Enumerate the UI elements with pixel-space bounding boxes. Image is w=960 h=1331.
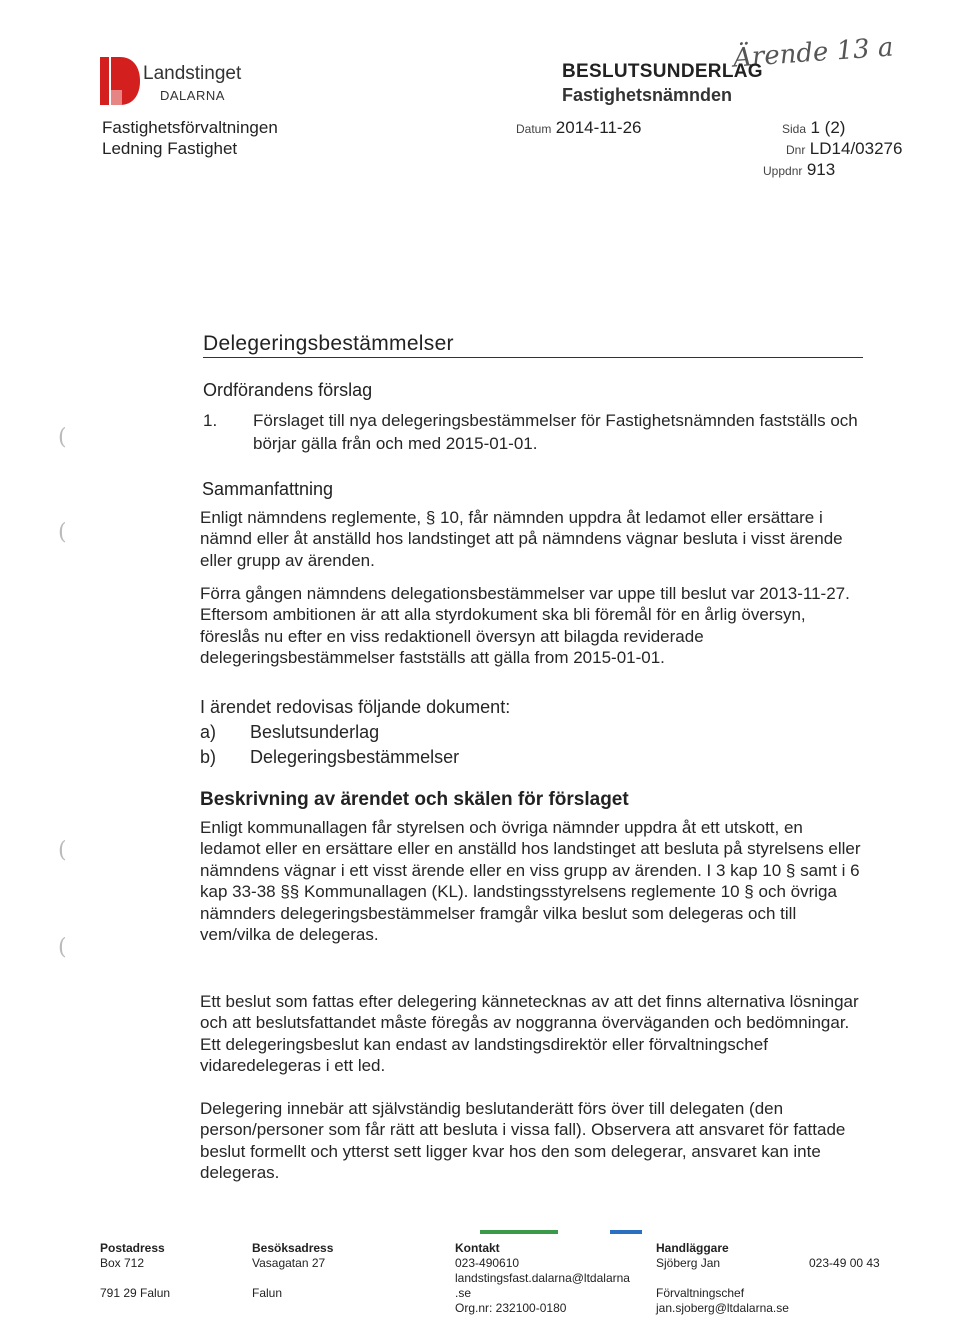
- dnr-label: Dnr: [786, 143, 806, 157]
- org-line-2: Ledning Fastighet: [102, 139, 238, 158]
- margin-mark: (: [58, 520, 67, 545]
- description-heading: Beskrivning av ärendet och skälen för förslaget: [200, 789, 629, 810]
- description-paragraph-3: Delegering innebär att självständig beslutanderätt förs över till delegaten (den person/personer som får rätt att besluta i vissa fall). Observera att ansvaret för fattade beslut formellt och ytterst sett ligger kvar hos den som delegerar, ansvaret kan inte delegeras.: [200, 1099, 846, 1183]
- title-underline: [203, 357, 863, 358]
- list-item-label: b): [200, 747, 217, 767]
- proposal-item-number: 1.: [203, 411, 218, 430]
- logo-name: Landstinget: [143, 63, 242, 84]
- visit-line-1: Vasagatan 27: [252, 1256, 326, 1270]
- postal-label: Postadress: [100, 1241, 165, 1255]
- footer-contact: [455, 1241, 630, 1316]
- margin-mark: (: [58, 838, 67, 863]
- contact-email: landstingsfast.dalarna@ltdalarna: [455, 1271, 630, 1285]
- handler-phone: 023-49 00 43: [809, 1256, 880, 1270]
- contact-label: Kontakt: [455, 1241, 500, 1255]
- footer-visit: [252, 1241, 333, 1301]
- handler-email: jan.sjoberg@ltdalarna.se: [656, 1301, 789, 1315]
- handler-name: Sjöberg Jan: [656, 1256, 721, 1270]
- footer-handler: [656, 1241, 789, 1316]
- visit-label: Besöksadress: [252, 1241, 334, 1255]
- handwritten-note: Ärende 13 a: [732, 32, 895, 74]
- dnr-value: LD14/03276: [809, 139, 903, 158]
- summary-heading: Sammanfattning: [202, 479, 334, 499]
- list-item-label: a): [200, 722, 217, 742]
- documents-intro: I ärendet redovisas följande dokument:: [200, 697, 511, 717]
- list-item-text: Delegeringsbestämmelser: [250, 747, 460, 767]
- contact-org-number: Org.nr: 232100-0180: [455, 1301, 567, 1315]
- proposal-item-text: Förslaget till nya delegeringsbestämmelser för Fastighetsnämnden fastställs och börjar gälla från och med 2015-01-01.: [253, 411, 858, 453]
- uppdnr-field: [763, 160, 835, 180]
- date-value: 2014-11-26: [555, 118, 642, 137]
- list-item-text: Beslutsunderlag: [250, 722, 380, 742]
- document-list-item: [200, 747, 459, 768]
- description-paragraph-1: Enligt kommunallagen får styrelsen och övriga nämnder uppdra åt ett utskott, en ledamot eller en ersättare eller en anställd hos landstinget att besluta på styrelsens eller nämndens vägnar i ett visst ärende eller en viss grupp av ärenden. I 3 kap 10 § samt i 6 kap 33-38 §§ Kommunallagen (KL). landstingsstyrelsens reglemente 10 § och övriga nämnders delegeringsbestämmelser framgår vilka beslut som delegeras och till vem/vilka de delegeras.: [200, 818, 861, 945]
- footer-accent-blue: [610, 1230, 642, 1234]
- page-value: 1 (2): [810, 118, 846, 137]
- proposal-heading: Ordförandens förslag: [203, 380, 373, 400]
- uppdnr-value: 913: [806, 160, 836, 179]
- date-label: Datum: [516, 122, 552, 136]
- postal-line-1: Box 712: [100, 1256, 145, 1270]
- margin-mark: (: [58, 425, 67, 450]
- visit-line-2: Falun: [252, 1286, 283, 1300]
- document-list-item: [200, 722, 379, 743]
- document-title: Delegeringsbestämmelser: [203, 332, 454, 355]
- handler-title: Förvaltningschef: [656, 1286, 745, 1300]
- summary-paragraph-1: Enligt nämndens reglemente, § 10, får nämnden uppdra åt ledamot eller ersättare i nämnd eller åt anställd hos landstinget att på nämndens vägnar besluta i visst ärende eller grupp av ärenden.: [200, 508, 843, 570]
- contact-phone: 023-490610: [455, 1256, 520, 1270]
- logo-region: DALARNA: [160, 88, 225, 103]
- postal-line-2: 791 29 Falun: [100, 1286, 171, 1300]
- date-field: [516, 118, 642, 138]
- document-type: BESLUTSUNDERLAG: [562, 61, 763, 82]
- landstinget-logo: [100, 57, 140, 105]
- footer-postal: [100, 1241, 170, 1301]
- committee-name: Fastighetsnämnden: [562, 85, 733, 105]
- handler-label: Handläggare: [656, 1241, 729, 1255]
- margin-mark: (: [58, 935, 67, 960]
- uppdnr-label: Uppdnr: [763, 164, 803, 178]
- org-line-1: Fastighetsförvaltningen: [102, 118, 278, 137]
- footer-accent-green: [480, 1230, 558, 1234]
- dnr-field: [786, 139, 902, 159]
- summary-paragraph-2: Förra gången nämndens delegationsbestämmelser var uppe till beslut var 2013-11-27. Eftersom ambitionen är att alla styrdokument ska bli föremål för en årlig översyn, föreslås nu efter en viss redaktionell översyn att bilagda reviderade delegeringsbestämmelser fastställs att gälla from 2015-01-01.: [200, 584, 850, 668]
- page-field: [782, 118, 845, 138]
- page-label: Sida: [782, 122, 807, 136]
- description-paragraph-2: Ett beslut som fattas efter delegering kännetecknas av att det finns alternativa lösningar och att beslutsfattandet måste föregås av noggranna överväganden och bedömningar. Ett delegeringsbeslut kan endast av landstingsdirektör eller förvaltningschef vidaredelegeras i ett led.: [200, 992, 859, 1076]
- contact-email-cont: .se: [455, 1286, 472, 1300]
